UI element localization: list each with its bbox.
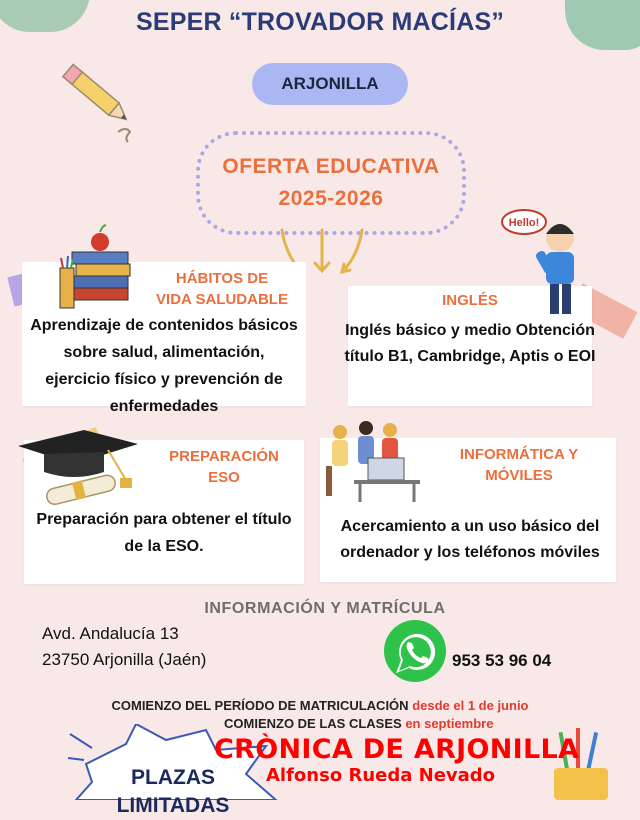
offer-year: 2025-2026 <box>278 187 384 210</box>
card-body: Acercamiento a un uso básico del ordenador y los teléfonos móviles <box>340 518 600 561</box>
classes-label: COMIENZO DE LAS CLASES <box>224 716 402 731</box>
offer-banner <box>196 131 466 235</box>
phone-number[interactable]: 953 53 96 04 <box>452 651 552 670</box>
pencil-icon <box>48 50 148 145</box>
hello-bubble-text: Hello! <box>508 217 540 229</box>
address-line-1: Avd. Andalucía 13 <box>42 624 179 643</box>
info-section-title: INFORMACIÓN Y MATRÍCULA <box>204 600 446 617</box>
page-title: SEPER “TROVADOR MACÍAS” <box>135 8 505 36</box>
card-title: PREPARACIÓN ESO <box>169 448 279 486</box>
classes-date: en septiembre <box>405 716 494 731</box>
card-body: Preparación para obtener el título de la ESO. <box>36 511 292 555</box>
card-body: Inglés básico y medio Obtención título B1, Cambridge, Aptis o EOI <box>344 322 596 365</box>
enrolment-label: COMIENZO DEL PERÍODO DE MATRICULACIÓN <box>111 698 409 713</box>
enrolment-notice <box>0 698 640 713</box>
address-line-2: 23750 Arjonilla (Jaén) <box>42 650 207 669</box>
books-icon <box>56 222 138 314</box>
offer-title: OFERTA EDUCATIVA <box>222 155 440 178</box>
whatsapp-icon[interactable] <box>382 618 448 684</box>
card-body: Aprendizaje de contenidos básicos sobre salud, alimentación, ejercicio físico y prevención de enfermedades <box>30 317 298 415</box>
watermark-author: Alfonso Rueda Nevado <box>266 765 496 786</box>
hello-kid-icon <box>500 208 590 328</box>
watermark-title: CRÒNICA DE ARJONILLA <box>214 734 580 765</box>
enrolment-date: desde el 1 de junio <box>412 698 529 713</box>
people-computer-icon <box>318 418 424 504</box>
card-title: HÁBITOS DE VIDA SALUDABLE <box>156 270 288 308</box>
card-title: INFORMÁTICA Y MÓVILES <box>459 446 579 484</box>
graduation-cap-icon <box>14 426 154 510</box>
plazas-line-1: PLAZAS <box>131 766 215 789</box>
location-badge: ARJONILLA <box>252 63 408 105</box>
card-title: INGLÉS <box>442 292 498 309</box>
plazas-limitadas <box>98 764 248 820</box>
plazas-line-2: LIMITADAS <box>116 794 230 817</box>
